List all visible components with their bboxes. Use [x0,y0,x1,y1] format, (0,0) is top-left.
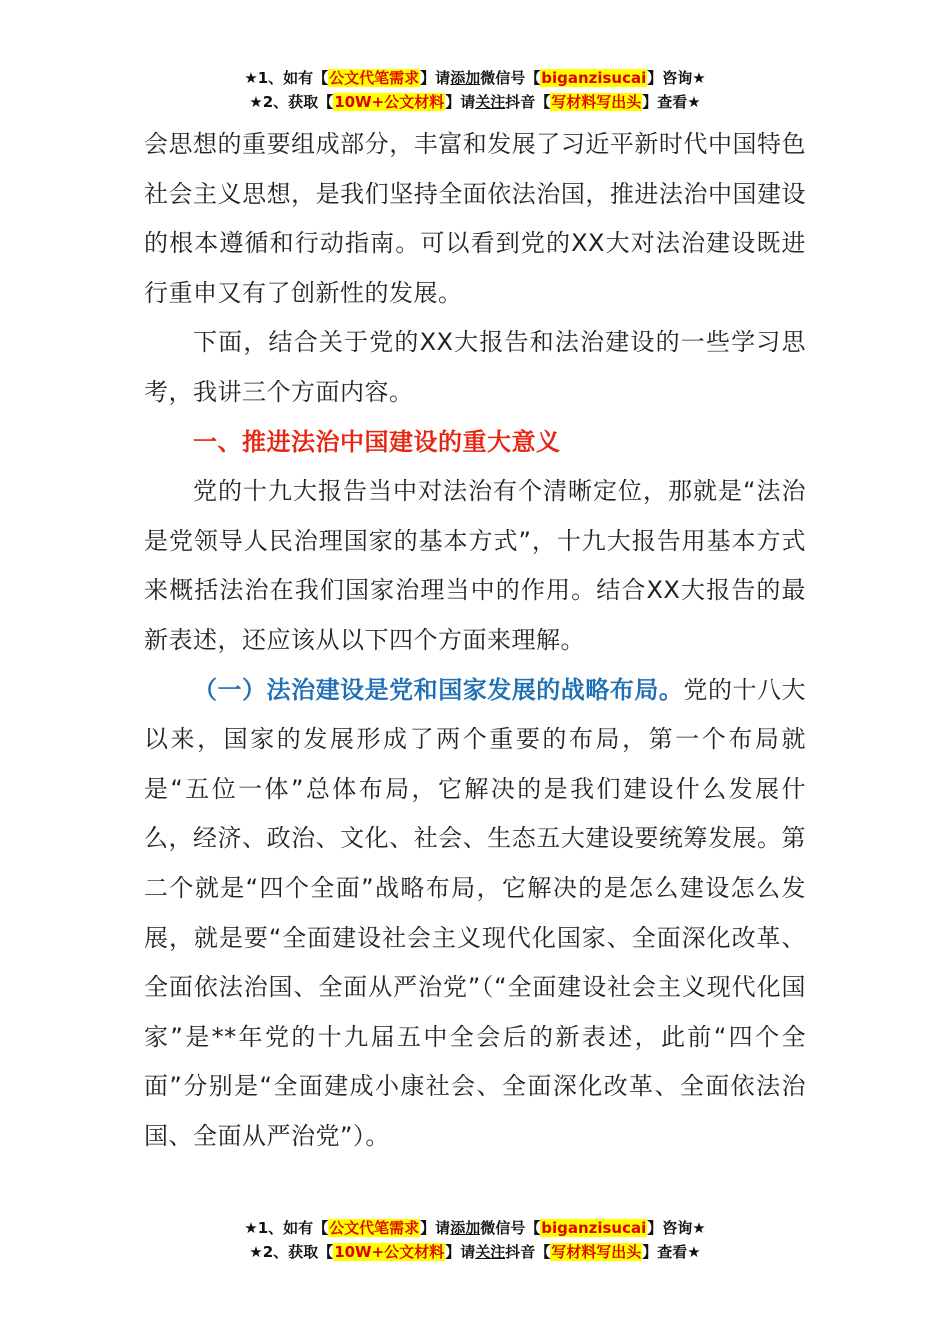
promo-text: 】咨询★ [647,1219,706,1237]
underlined-text: 添加 [450,1219,481,1237]
section-heading: 一、推进法治中国建设的重大意义 [193,427,561,456]
promo-text: 抖音【 [505,1243,551,1261]
wechat-id: biganzisucai [541,1219,647,1237]
underlined-text: 关注 [475,93,506,111]
body-paragraph: 党的十九大报告当中对法治有个清晰定位，那就是“法治是党领导人民治理国家的基本方式”，十九大报告用基本方式来概括法治在我们国家治理当中的作用。结合XX大报告的最新表述，还应该从以下四个方面来理解。 [144,477,806,654]
promo-text: ★1、如有【 [244,1219,329,1237]
document-body [144,120,806,1161]
promo-text: 】查看★ [642,93,701,111]
promo-text: 】请 [420,69,451,87]
underlined-text: 关注 [475,1243,506,1261]
promo-text: 】查看★ [642,1243,701,1261]
body-paragraph: 下面，结合关于党的XX大报告和法治建设的一些学习思考，我讲三个方面内容。 [144,328,806,406]
promo-line-1 [0,1216,950,1240]
promo-text: 抖音【 [505,93,551,111]
promo-text: 】请 [445,1243,476,1261]
highlight-text: 公文代笔需求 [329,69,420,87]
wechat-id: biganzisucai [541,69,647,87]
underlined-text: 添加 [450,69,481,87]
promo-line-2 [0,90,950,114]
highlight-text: 10W+公文材料 [334,1243,445,1261]
promo-text: ★1、如有【 [244,69,329,87]
subsection-text: 党的十八大以来，国家的发展形成了两个重要的布局，第一个布局就是“五位一体”总体布局，它解决的是我们建设什么发展什么，经济、政治、文化、社会、生态五大建设要统筹发展。第二个就是“四个全面”战略布局，它解决的是怎么建设怎么发展，就是要“全面建设社会主义现代化国家、全面深化改革、全面依法治国、全面从严治党”（“全面建设社会主义现代化国家”是**年党的十九届五中全会后的新表述，此前“四个全面”分别是“全面建成小康社会、全面深化改革、全面依法治国、全面从严治党”）。 [144,675,807,1150]
body-paragraph: 会思想的重要组成部分，丰富和发展了习近平新时代中国特色社会主义思想，是我们坚持全面依法治国，推进法治中国建设的根本遵循和行动指南。可以看到党的XX大对法治建设既进行重申又有了创新性的发展。 [144,130,806,307]
promo-line-2 [0,1240,950,1264]
douyin-account: 写材料写出头 [551,1243,642,1261]
header-promo-banner [0,66,950,114]
footer-promo-banner [0,1216,950,1264]
highlight-text: 公文代笔需求 [329,1219,420,1237]
promo-text: ★2、获取【 [249,1243,334,1261]
promo-text: 微信号【 [480,1219,541,1237]
promo-text: ★2、获取【 [249,93,334,111]
subsection-paragraph [144,666,806,1162]
promo-text: 】请 [445,93,476,111]
promo-line-1 [0,66,950,90]
douyin-account: 写材料写出头 [551,93,642,111]
highlight-text: 10W+公文材料 [334,93,445,111]
promo-text: 】咨询★ [647,69,706,87]
subsection-heading: （一）法治建设是党和国家发展的战略布局。 [193,675,684,704]
promo-text: 】请 [420,1219,451,1237]
promo-text: 微信号【 [480,69,541,87]
